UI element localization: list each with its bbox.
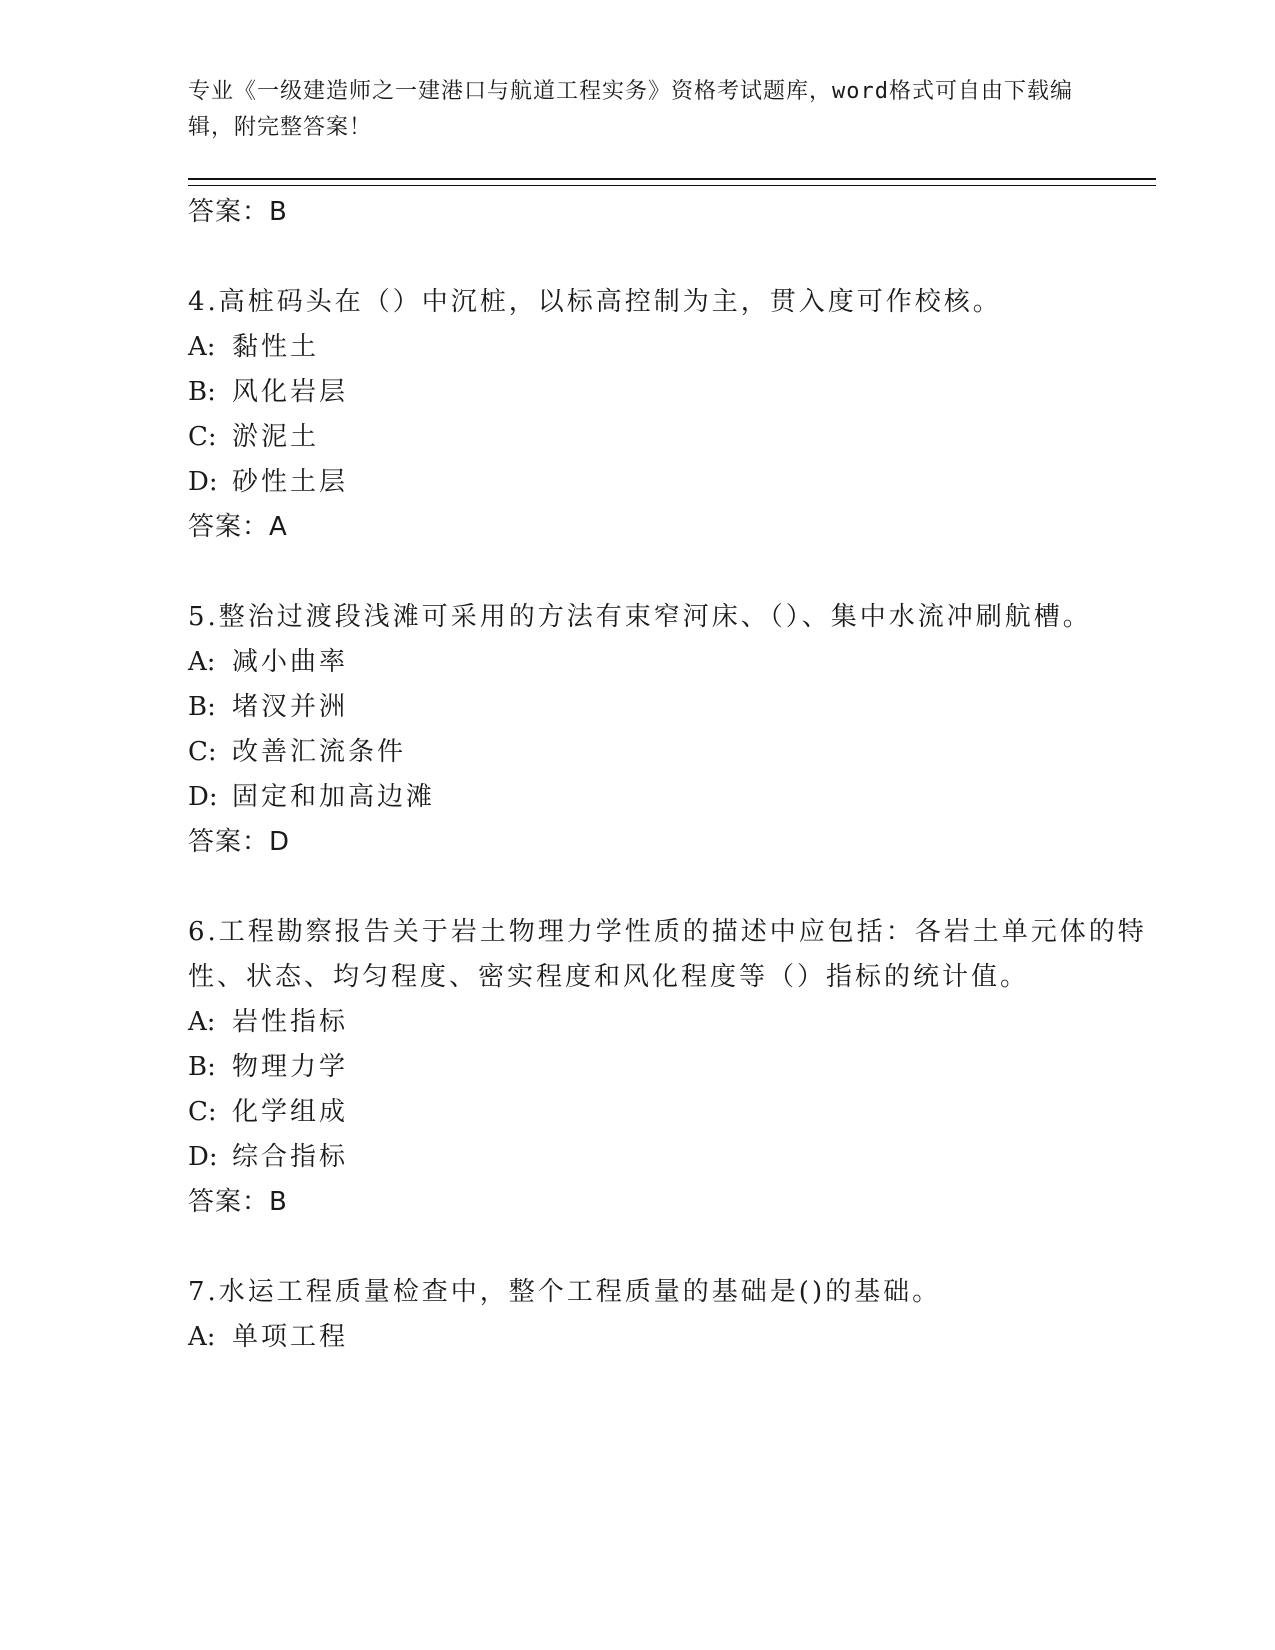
option-letter: D: xyxy=(188,1142,218,1172)
question-stem: 7.水运工程质量检查中，整个工程质量的基础是()的基础。 xyxy=(188,1277,942,1307)
answer-line: 答案：D xyxy=(188,827,291,857)
question-stem: 5.整治过渡段浅滩可采用的方法有束窄河床、（）、集中水流冲刷航槽。 xyxy=(188,602,1092,632)
option-d xyxy=(188,460,1158,505)
option-a xyxy=(188,1315,1158,1360)
question-stem: 4.高桩码头在（）中沉桩，以标高控制为主，贯入度可作校核。 xyxy=(188,287,1002,317)
option-text: 单项工程 xyxy=(232,1322,349,1352)
option-text: 物理力学 xyxy=(232,1052,349,1082)
option-text: 化学组成 xyxy=(232,1097,349,1127)
option-a xyxy=(188,1000,1158,1045)
option-b xyxy=(188,1045,1158,1090)
document-header: 专业《一级建造师之一建港口与航道工程实务》资格考试题库，word格式可自由下载编辑，附完整答案！ xyxy=(188,79,1073,140)
option-letter: A: xyxy=(188,1322,216,1352)
question-item xyxy=(188,595,1158,865)
option-letter: A: xyxy=(188,1007,216,1037)
option-letter: A: xyxy=(188,647,216,677)
question-item xyxy=(188,910,1158,1225)
option-letter: C: xyxy=(188,737,217,767)
question-item xyxy=(188,280,1158,550)
option-c xyxy=(188,1090,1158,1135)
option-text: 淤泥土 xyxy=(232,422,320,452)
header-divider xyxy=(188,178,1156,186)
option-letter: C: xyxy=(188,422,217,452)
question-stem: 6.工程勘察报告关于岩土物理力学性质的描述中应包括：各岩土单元体的特性、状态、均匀程度、密实程度和风化程度等（）指标的统计值。 xyxy=(188,917,1147,992)
option-text: 风化岩层 xyxy=(232,377,349,407)
option-text: 岩性指标 xyxy=(232,1007,349,1037)
option-a xyxy=(188,640,1158,685)
option-text: 减小曲率 xyxy=(232,647,349,677)
option-c xyxy=(188,415,1158,460)
option-letter: B: xyxy=(188,1052,216,1082)
answer-line: 答案：A xyxy=(188,512,288,542)
option-text: 综合指标 xyxy=(232,1142,349,1172)
option-d xyxy=(188,775,1158,820)
option-letter: D: xyxy=(188,467,218,497)
option-text: 堵汊并洲 xyxy=(232,692,349,722)
option-letter: D: xyxy=(188,782,218,812)
option-b xyxy=(188,685,1158,730)
question-list xyxy=(188,190,1158,1360)
option-text: 砂性土层 xyxy=(232,467,349,497)
option-text: 固定和加高边滩 xyxy=(232,782,436,812)
option-letter: B: xyxy=(188,377,216,407)
answer-line: 答案：B xyxy=(188,1187,288,1217)
option-letter: C: xyxy=(188,1097,217,1127)
answer-line: 答案：B xyxy=(188,197,288,227)
option-text: 改善汇流条件 xyxy=(232,737,407,767)
option-letter: B: xyxy=(188,692,216,722)
option-d xyxy=(188,1135,1158,1180)
option-letter: A: xyxy=(188,332,216,362)
question-item xyxy=(188,1270,1158,1360)
option-b xyxy=(188,370,1158,415)
option-a xyxy=(188,325,1158,370)
option-text: 黏性土 xyxy=(232,332,320,362)
option-c xyxy=(188,730,1158,775)
